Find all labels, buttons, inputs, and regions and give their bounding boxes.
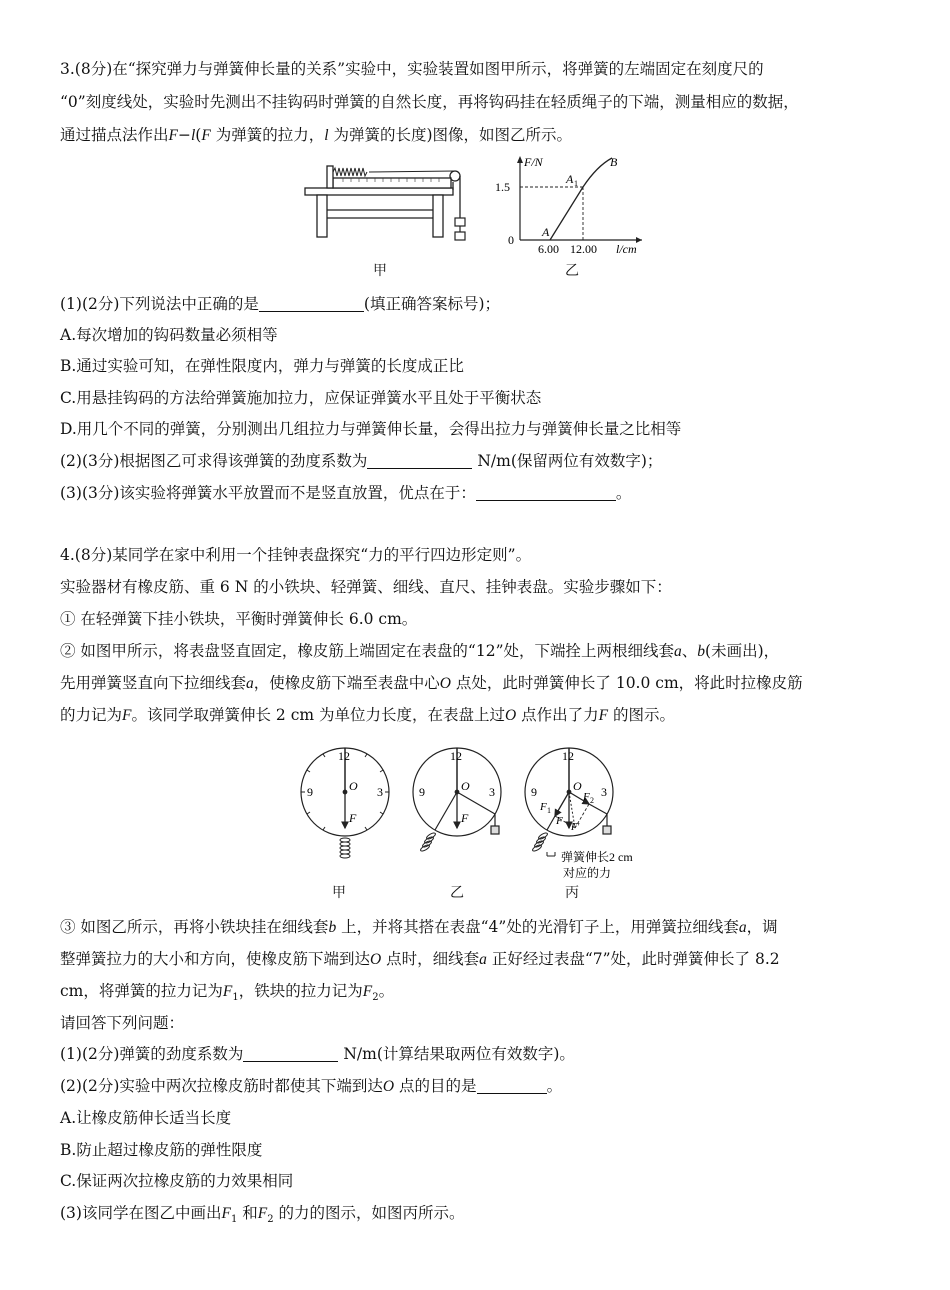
x-tick-label-12: 12.00 bbox=[570, 242, 597, 256]
q4-step2-text: 先用弹簧竖直向下拉细线套 bbox=[60, 674, 247, 692]
figure-yi-graph bbox=[492, 152, 652, 260]
q4-step2-line3 bbox=[60, 704, 675, 727]
q3-part1-text: (1)(2分)下列说法中正确的是 bbox=[60, 295, 259, 313]
clock-bing-caption: 丙 bbox=[565, 885, 579, 901]
clock-bing-Fprime: F' bbox=[571, 822, 580, 833]
var-b: b bbox=[328, 919, 337, 936]
paren: ( bbox=[195, 126, 202, 144]
x-axis-label: l/cm bbox=[616, 242, 637, 256]
clock-jia-12: 12 bbox=[338, 749, 350, 763]
q4-part3 bbox=[60, 1202, 465, 1231]
var-O: O bbox=[382, 1078, 395, 1095]
origin-label: 0 bbox=[508, 233, 514, 247]
var-F: F bbox=[122, 707, 132, 724]
clock-yi-3: 3 bbox=[489, 785, 495, 799]
clock-yi-O: O bbox=[461, 779, 470, 793]
graph-curve-A1B bbox=[583, 158, 612, 187]
q4-option-a: A.让橡皮筋伸长适当长度 bbox=[60, 1109, 232, 1127]
q4-step2-text: (未画出)， bbox=[705, 642, 780, 660]
q3-part1-suffix: (填正确答案标号)； bbox=[363, 295, 501, 313]
q3-part3-suffix: 。 bbox=[615, 484, 632, 502]
q3-line1: 3.(8分)在“探究弹力与弹簧伸长量的关系”实验中，实验装置如图甲所示，将弹簧的左端固定在刻度尺的 bbox=[60, 60, 764, 78]
q4-step3-text: 正好经过表盘“7”处，此时弹簧伸长了 8.2 bbox=[486, 950, 780, 968]
clock-figures bbox=[295, 742, 695, 892]
q4-part1 bbox=[60, 1043, 575, 1065]
q4-part2-text: 点的目的是 bbox=[394, 1077, 477, 1095]
q4-step2-text: 点作出了力 bbox=[516, 706, 599, 724]
var-b: b bbox=[697, 643, 706, 660]
subscript: 1 bbox=[230, 1214, 238, 1226]
answer-blank[interactable] bbox=[367, 452, 472, 469]
q3-line3 bbox=[60, 124, 572, 147]
y-tick-label: 1.5 bbox=[495, 180, 510, 194]
q4-option-b: B.防止超过橡皮筋的弹性限度 bbox=[60, 1141, 263, 1159]
var-a: a bbox=[738, 919, 747, 936]
answer-blank[interactable] bbox=[243, 1045, 338, 1062]
q4-step1: ① 在轻弹簧下挂小铁块，平衡时弹簧伸长 6.0 cm。 bbox=[60, 610, 418, 628]
var-F: F bbox=[168, 127, 178, 144]
q4-step2-text: 的图示。 bbox=[608, 706, 676, 724]
q4-step3-text: cm，将弹簧的拉力记为 bbox=[60, 982, 223, 1000]
answer-blank[interactable] bbox=[477, 1077, 547, 1094]
point-A1-label: A bbox=[566, 172, 574, 186]
q4-part2 bbox=[60, 1075, 562, 1098]
point-A-label: A bbox=[542, 225, 550, 239]
var-F2: F bbox=[257, 1205, 268, 1222]
clock-yi-F: F bbox=[461, 811, 469, 825]
q4-step2-line1 bbox=[60, 640, 779, 663]
q4-part1-suffix: N/m(计算结果取两位有效数字)。 bbox=[338, 1045, 575, 1063]
q4-option-c: C.保证两次拉橡皮筋的力效果相同 bbox=[60, 1172, 294, 1190]
q4-line1: 4.(8分)某同学在家中利用一个挂钟表盘探究“力的平行四边形定则”。 bbox=[60, 546, 532, 564]
unit-note-line2: 对应的力 bbox=[563, 866, 612, 880]
q4-step2-text: 的力记为 bbox=[60, 706, 123, 724]
q4-step2-text: 点处，此时弹簧伸长了 10.0 cm，将此时拉橡皮筋 bbox=[450, 674, 803, 692]
point-A1-subscript: 1 bbox=[574, 179, 578, 188]
q4-part3-text: 的力的图示，如图丙所示。 bbox=[273, 1204, 465, 1222]
q4-line2: 实验器材有橡皮筋、重 6 N 的小铁块、轻弹簧、细线、直尺、挂钟表盘。实验步骤如下： bbox=[60, 578, 672, 596]
var-F1: F bbox=[222, 983, 233, 1000]
spring-icon bbox=[333, 168, 455, 176]
clock-bing-F1: F bbox=[540, 801, 547, 813]
q4-step3-text: 整弹簧拉力的大小和方向，使橡皮筋下端到达 bbox=[60, 950, 371, 968]
spring-icon bbox=[532, 832, 549, 852]
var-l: l bbox=[190, 127, 196, 144]
q4-step3-line2 bbox=[60, 948, 780, 971]
unit-note-line1: 弹簧伸长2 cm bbox=[561, 850, 633, 864]
q3-option-a: A.每次增加的钩码数量必须相等 bbox=[60, 326, 278, 344]
var-F2: F bbox=[362, 983, 373, 1000]
q3-part3 bbox=[60, 482, 631, 504]
clock-bing-F1-sub: 1 bbox=[547, 806, 551, 815]
q4-step3-line1 bbox=[60, 916, 778, 939]
clock-jia bbox=[301, 748, 389, 858]
q3-part2-suffix: N/m(保留两位有效数字)； bbox=[472, 452, 663, 470]
weights-icon bbox=[455, 218, 465, 240]
q4-part2-text: (2)(2分)实验中两次拉橡皮筋时都使其下端到达 bbox=[60, 1077, 383, 1095]
clock-jia-F: F bbox=[349, 811, 357, 825]
clock-bing-12: 12 bbox=[562, 749, 574, 763]
q3-line3-text: 通过描点法作出 bbox=[60, 126, 169, 144]
answer-blank[interactable] bbox=[259, 295, 364, 312]
clock-bing-3: 3 bbox=[601, 785, 607, 799]
q4-step3-text: ，调 bbox=[746, 918, 778, 936]
var-O: O bbox=[439, 675, 451, 692]
q4-part1-text: (1)(2分)弹簧的劲度系数为 bbox=[60, 1045, 244, 1063]
clock-bing-F2-sub: 2 bbox=[590, 796, 594, 805]
q4-step2-text: 。该同学取弹簧伸长 2 cm 为单位力长度，在表盘上过 bbox=[131, 706, 506, 724]
clock-yi-9: 9 bbox=[419, 785, 425, 799]
var-a: a bbox=[479, 951, 487, 968]
figure-yi-caption: 乙 bbox=[565, 263, 579, 279]
x-tick-label-6: 6.00 bbox=[538, 242, 559, 256]
q4-step3-text: 上，并将其搭在表盘“4”处的光滑钉子上，用弹簧拉细线套 bbox=[336, 918, 739, 936]
q3-option-b: B.通过实验可知，在弹性限度内，弹力与弹簧的长度成正比 bbox=[60, 357, 464, 375]
clock-yi-12: 12 bbox=[450, 749, 462, 763]
clock-bing-F: F bbox=[556, 815, 563, 827]
clock-jia-O: O bbox=[349, 779, 358, 793]
q4-part2-suffix: 。 bbox=[546, 1077, 563, 1095]
var-O: O bbox=[505, 707, 517, 724]
clock-yi bbox=[413, 748, 501, 852]
clock-bing-O: O bbox=[573, 779, 582, 793]
q4-step3-text: 。 bbox=[378, 982, 395, 1000]
q3-line3-text: 为弹簧的长度)图像，如图乙所示。 bbox=[328, 126, 573, 144]
q4-step3-text: 点时，细线套 bbox=[381, 950, 480, 968]
point-B-label: B bbox=[610, 155, 618, 169]
q3-line3-text: 为弹簧的拉力， bbox=[210, 126, 325, 144]
var-a: a bbox=[674, 643, 682, 660]
separator: 、 bbox=[681, 642, 698, 660]
q4-step3-text: ③ 如图乙所示，再将小铁块挂在细线套 bbox=[60, 918, 329, 936]
var-F: F bbox=[201, 127, 211, 144]
q4-ask: 请回答下列问题： bbox=[60, 1014, 185, 1032]
q4-step2-text: ，使橡皮筋下端至表盘中心 bbox=[253, 674, 440, 692]
var-a: a bbox=[246, 675, 254, 692]
subscript: 2 bbox=[372, 992, 379, 1004]
q4-part3-text: (3)该同学在图乙中画出 bbox=[60, 1204, 222, 1222]
minus-sign: − bbox=[177, 126, 191, 144]
q3-option-c: C.用悬挂钩码的方法给弹簧施加拉力，应保证弹簧水平且处于平衡状态 bbox=[60, 389, 542, 407]
q4-step2-line2 bbox=[60, 672, 803, 695]
clock-yi-caption: 乙 bbox=[450, 885, 464, 901]
spring-icon bbox=[420, 832, 437, 852]
q4-step3-text: ，铁块的拉力记为 bbox=[238, 982, 363, 1000]
graph-line-AA1 bbox=[550, 187, 583, 240]
clock-jia-9: 9 bbox=[307, 785, 313, 799]
answer-blank[interactable] bbox=[476, 484, 616, 501]
subscript: 1 bbox=[232, 992, 239, 1004]
clock-jia-caption: 甲 bbox=[332, 885, 346, 901]
var-O: O bbox=[370, 951, 382, 968]
var-F1: F bbox=[221, 1205, 231, 1222]
clock-bing-F2: F bbox=[583, 791, 590, 803]
q4-step3-line3 bbox=[60, 980, 394, 1009]
spring-icon bbox=[340, 838, 350, 858]
clock-bing-9: 9 bbox=[531, 785, 537, 799]
clock-jia-3: 3 bbox=[377, 785, 383, 799]
q3-option-d: D.用几个不同的弹簧，分别测出几组拉力与弹簧伸长量，会得出拉力与弹簧伸长量之比相等 bbox=[60, 420, 682, 438]
q3-part2 bbox=[60, 450, 662, 472]
var-F: F bbox=[598, 707, 609, 724]
y-axis-label: F/N bbox=[524, 155, 543, 169]
clock-bing bbox=[525, 748, 613, 856]
var-l: l bbox=[324, 127, 329, 144]
figure-jia-caption: 甲 bbox=[373, 263, 387, 279]
subscript: 2 bbox=[267, 1214, 274, 1226]
q4-part3-text: 和 bbox=[237, 1204, 258, 1222]
figure-jia-apparatus bbox=[303, 160, 473, 260]
q4-step2-text: ② 如图甲所示，将表盘竖直固定，橡皮筋上端固定在表盘的“12”处，下端拴上两根细线套 bbox=[60, 642, 675, 660]
q3-part1 bbox=[60, 293, 500, 315]
q3-part2-text: (2)(3分)根据图乙可求得该弹簧的劲度系数为 bbox=[60, 452, 368, 470]
q3-part3-text: (3)(3分)该实验将弹簧水平放置而不是竖直放置，优点在于： bbox=[60, 484, 476, 502]
q3-line2: “0”刻度线处，实验时先测出不挂钩码时弹簧的自然长度，再将钩码挂在轻质绳子的下端，测量相应的数据， bbox=[60, 93, 799, 111]
